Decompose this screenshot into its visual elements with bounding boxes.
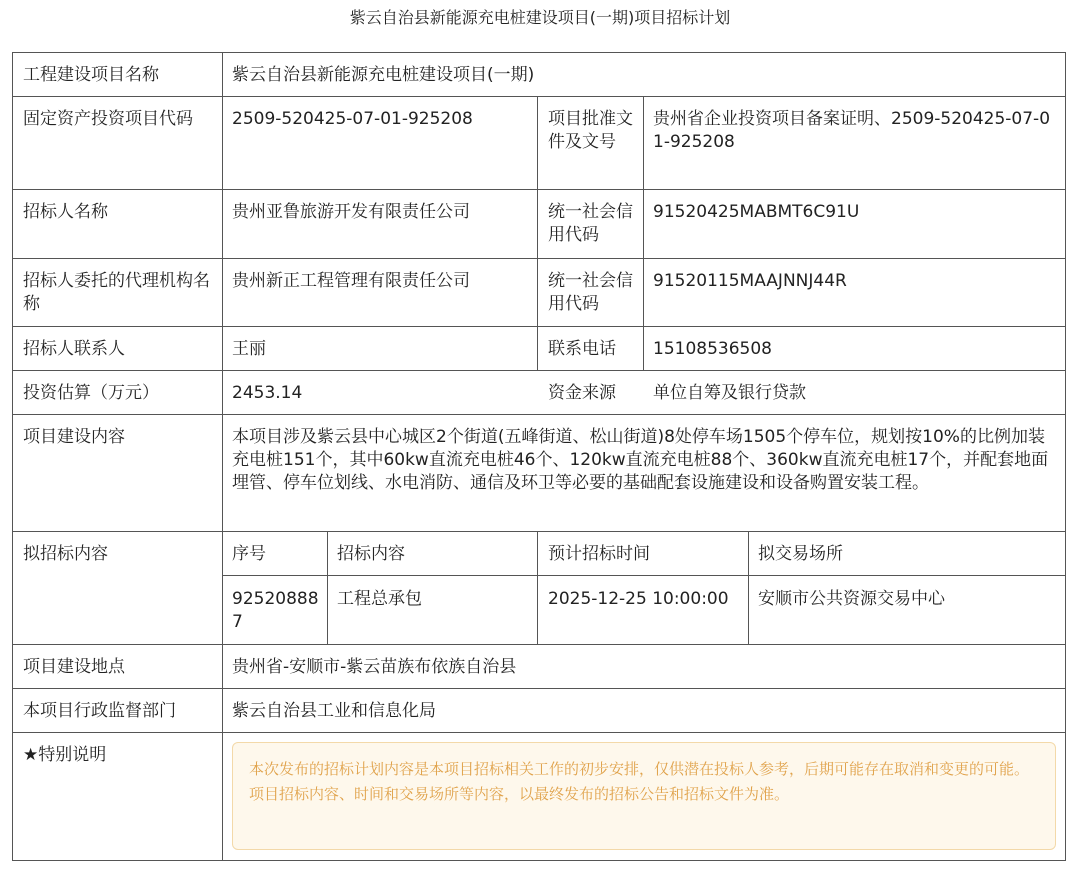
row-divider [13,370,1065,371]
investment-label: 投资估算（万元） [23,383,159,403]
tenderer-credit-value: 91520425MABMT6C91U [653,202,860,222]
row-divider [13,531,1065,532]
page-title: 紫云自治县新能源充电桩建设项目(一期)项目招标计划 [349,8,731,27]
location-value: 贵州省-安顺市-紫云苗族布依族自治县 [232,657,517,677]
item-time: 2025-12-25 10:00:00 [548,589,729,609]
contact-value: 王丽 [232,339,266,359]
location-label: 项目建设地点 [23,657,125,677]
phone-value: 15108536508 [653,339,772,359]
col-divider [537,531,538,644]
asset-code-value: 2509-520425-07-01-925208 [232,109,473,129]
row-divider [13,258,1065,259]
special-note-line: 项目招标内容、时间和交易场所等内容，以最终发布的招标公告和招标文件为准。 [249,785,790,803]
construction-content-value: 本项目涉及紫云县中心城区2个街道(五峰街道、松山街道)8处停车场1505个停车位，规划按10%的比例加装充电桩151个，其中60kw直流充电桩46个、120kw直流充电桩88个、360kw直流充电桩17个，并配套地面埋管、停车位划线、水电消防、通信及环卫等必要的基础配套设施建设和设备购置安装工程。 [232,427,1049,493]
approval-doc-value: 贵州省企业投资项目备案证明、2509-520425-07-01-925208 [653,109,1051,152]
tenderer-label: 招标人名称 [23,202,108,222]
agency-label: 招标人委托的代理机构名称 [23,271,210,314]
row-divider [13,644,1065,645]
special-note-box [232,742,1056,850]
phone-label: 联系电话 [548,339,616,359]
row-divider [13,326,1065,327]
row-divider [13,688,1065,689]
construction-content-label: 项目建设内容 [23,427,125,447]
tender-plan-label: 拟招标内容 [23,544,108,564]
contact-label: 招标人联系人 [23,339,125,359]
col-divider [222,53,223,860]
supervisor-value: 紫云自治县工业和信息化局 [232,701,436,721]
fund-source-value: 单位自筹及银行贷款 [653,383,806,403]
row-divider [13,732,1065,733]
special-note-line: 本次发布的招标计划内容是本项目招标相关工作的初步安排，仅供潜在投标人参考，后期可能存在取消和变更的可能。 [249,760,1030,778]
agency-credit-label: 统一社会信用代码 [548,271,633,314]
item-content: 工程总承包 [337,589,422,609]
fund-source-label: 资金来源 [548,383,616,403]
special-note-label: ★特别说明 [23,745,107,765]
header-venue: 拟交易场所 [758,544,843,564]
investment-value: 2453.14 [232,383,303,403]
col-divider [537,96,538,370]
col-divider [327,531,328,644]
project-name-label: 工程建设项目名称 [23,65,159,85]
tenderer-credit-label: 统一社会信用代码 [548,202,633,245]
row-divider [13,189,1065,190]
col-divider [643,96,644,370]
subtable-divider [222,575,1065,576]
asset-code-label: 固定资产投资项目代码 [23,109,193,129]
supervisor-label: 本项目行政监督部门 [23,701,176,721]
item-no: 925208887 [232,589,319,632]
header-content: 招标内容 [337,544,405,564]
header-time: 预计招标时间 [548,544,650,564]
item-venue: 安顺市公共资源交易中心 [758,589,945,609]
project-name-value: 紫云自治县新能源充电桩建设项目(一期) [232,65,535,85]
agency-value: 贵州新正工程管理有限责任公司 [232,271,470,291]
agency-credit-value: 91520115MAAJNNJ44R [653,271,847,291]
col-divider [748,531,749,644]
header-no: 序号 [232,544,266,564]
approval-doc-label: 项目批准文件及文号 [548,109,633,152]
tender-plan-table [12,52,1066,861]
row-divider [13,414,1065,415]
tenderer-value: 贵州亚鲁旅游开发有限责任公司 [232,202,470,222]
row-divider [13,96,1065,97]
